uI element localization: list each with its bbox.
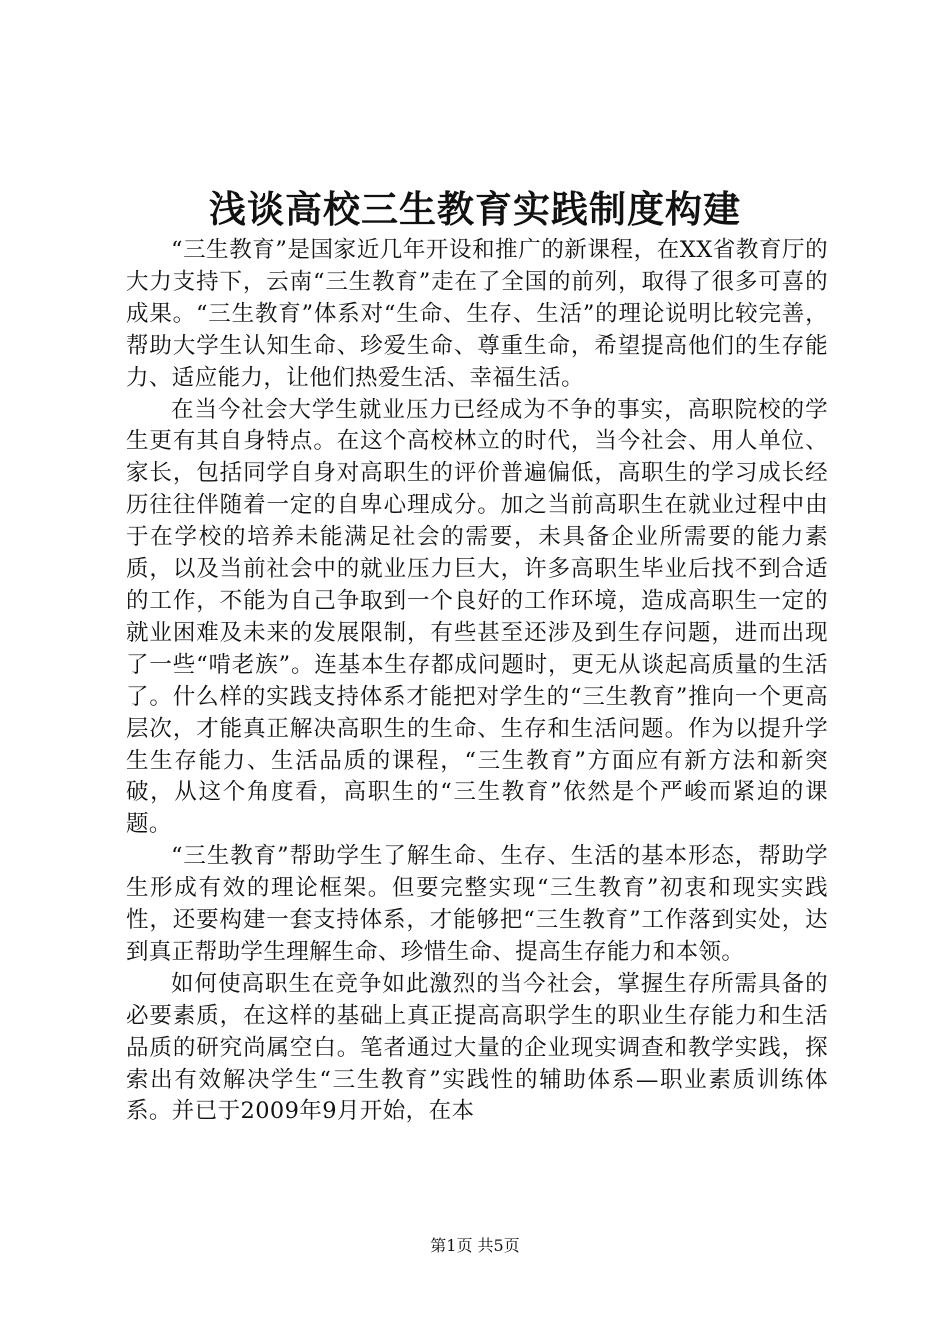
paragraph-1: “三生教育”是国家近几年开设和推广的新课程，在XX省教育厅的大力支持下，云南“三生教育”走在了全国的前列，取得了很多可喜的成果。“三生教育”体系对“生命、生存、生活”的理论说明比较完善，帮助大学生认知生命、珍爱生命、尊重生命，希望提高他们的生存能力、适应能力，让他们热爱生活、幸福生活。 <box>126 237 828 391</box>
paragraph-2: 在当今社会大学生就业压力已经成为不争的事实，高职院校的学生更有其自身特点。在这个高校林立的时代，当今社会、用人单位、家长，包括同学自身对高职生的评价普遍偏低，高职生的学习成长经历往往伴随着一定的自卑心理成分。加之当前高职生在就业过程中由于在学校的培养未能满足社会的需要，未具备企业所需要的能力素质，以及当前社会中的就业压力巨大，许多高职生毕业后找不到合适的工作，不能为自己争取到一个良好的工作环境，造成高职生一定的就业困难及未来的发展限制，有些甚至还涉及到生存问题，进而出现了一些“啃老族”。连基本生存都成问题时，更无从谈起高质量的生活了。什么样的实践支持体系才能把对学生的“三生教育”推向一个更高层次，才能真正解决高职生的生命、生存和生活问题。作为以提升学生生存能力、生活品质的课程，“三生教育”方面应有新方法和新突破，从这个角度看，高职生的“三生教育”依然是个严峻而紧迫的课题。 <box>126 396 828 838</box>
page-number-footer: 第1页 共5页 <box>430 1236 520 1255</box>
paragraph-4: 如何使高职生在竞争如此激烈的当今社会，掌握生存所需具备的必要素质，在这样的基础上真正提高高职学生的职业生存能力和生活品质的研究尚属空白。笔者通过大量的企业现实调查和教学实践，探索出有效解决学生“三生教育”实践性的辅助体系—职业素质训练体系。并已于2009年9月开始，在本 <box>126 970 828 1125</box>
paragraph-3: “三生教育”帮助学生了解生命、生存、生活的基本形态，帮助学生形成有效的理论框架。但要完整实现“三生教育”初衷和现实实践性，还要构建一套支持体系，才能够把“三生教育”工作落到实处，达到真正帮助学生理解生命、珍惜生命、提高生存能力和本领。 <box>126 843 828 965</box>
document-title: 浅谈高校三生教育实践制度构建 <box>209 187 741 231</box>
document-body <box>126 235 828 1128</box>
